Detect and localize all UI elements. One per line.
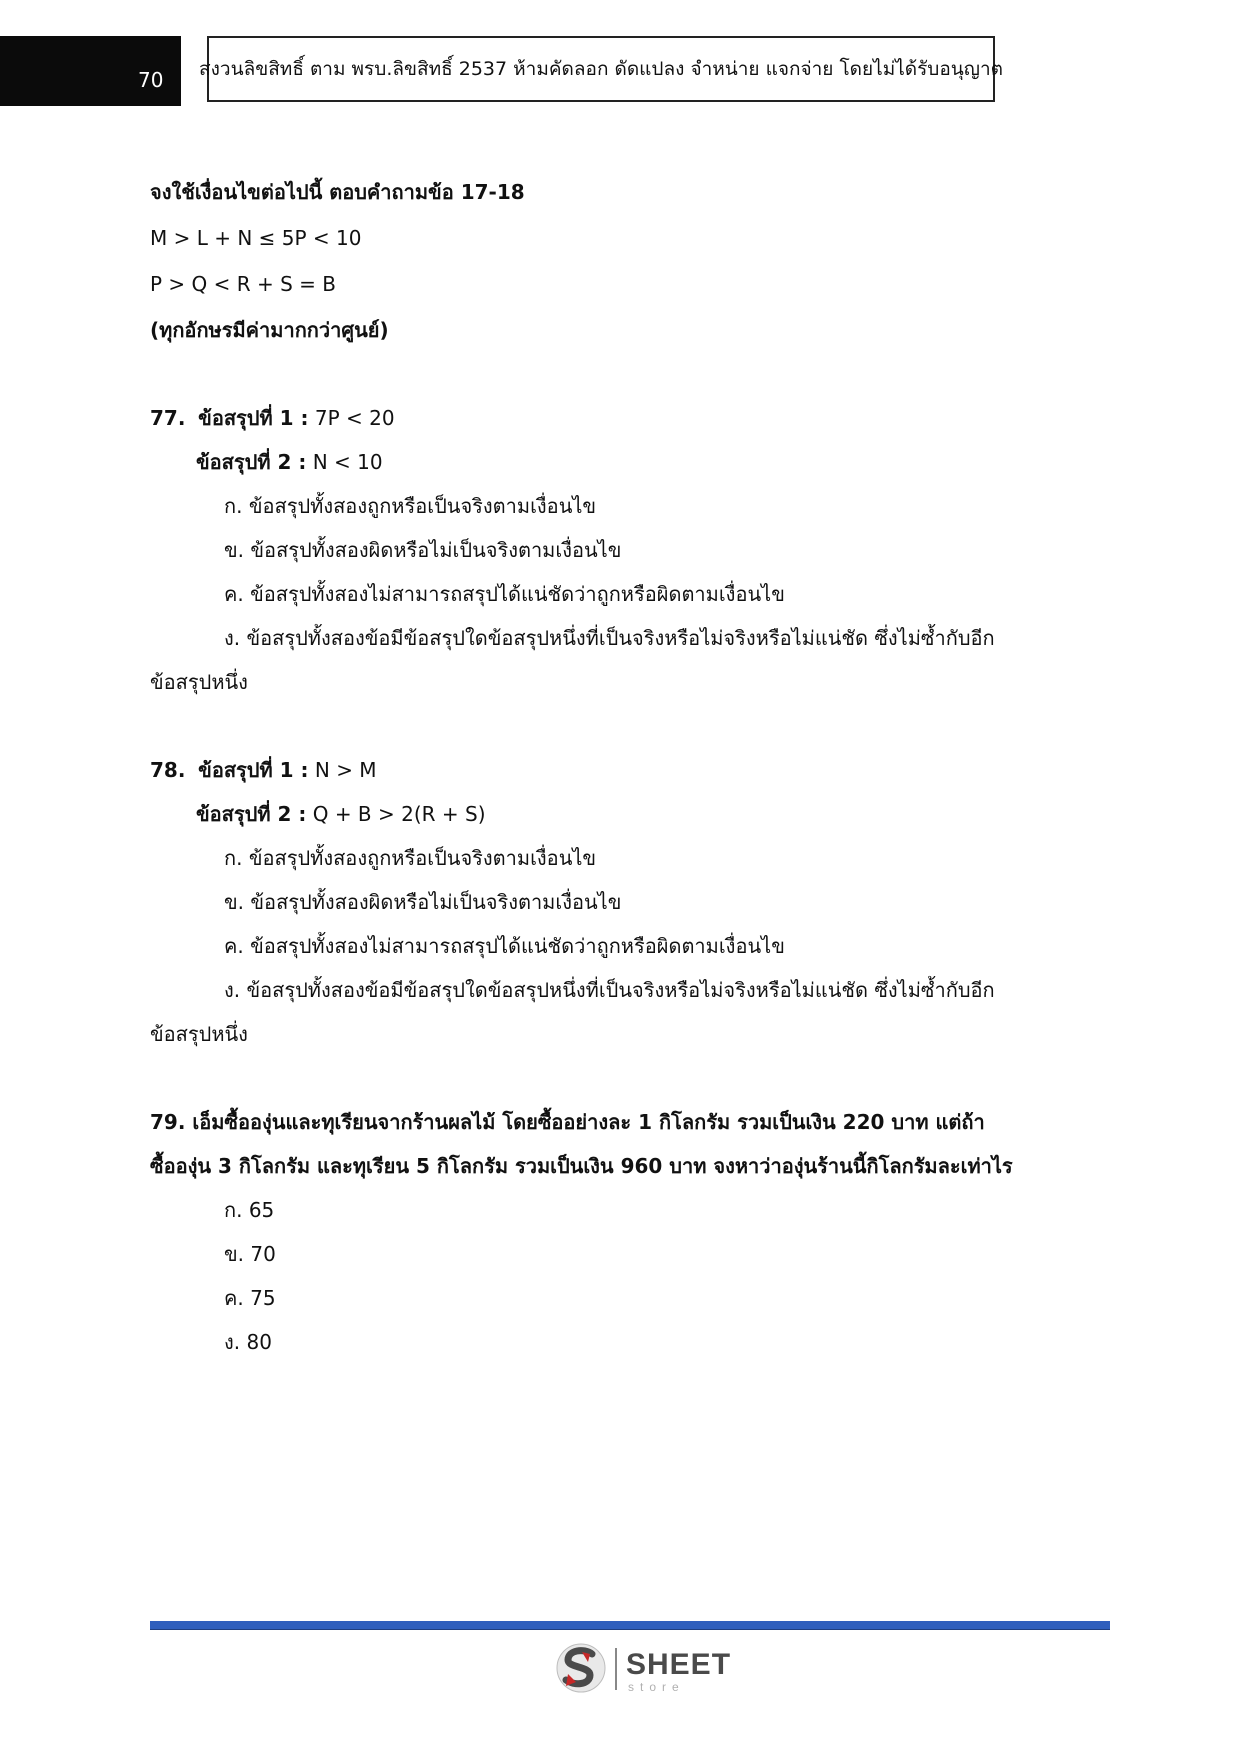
logo-divider: [615, 1648, 617, 1690]
q78-number: 78.: [150, 758, 186, 782]
logo-text: SHEET: [626, 1648, 732, 1681]
condition-line-1: M > L + N ≤ 5P < 10: [150, 226, 362, 250]
q77-number: 77.: [150, 406, 186, 430]
q78-option-d-cont: ข้อสรุปหนึ่ง: [150, 1022, 248, 1046]
q77-c2-label: ข้อสรุปที่ 2 :: [196, 450, 307, 474]
q78-option-d: ง. ข้อสรุปทั้งสองข้อมีข้อสรุปใดข้อสรุปหนึ่งที่เป็นจริงหรือไม่จริงหรือไม่แน่ชัด ซึ่งไม่ซ้ำกับอีก: [224, 978, 995, 1002]
copyright-text: สงวนลิขสิทธิ์ ตาม พรบ.ลิขสิทธิ์ 2537 ห้ามคัดลอก ดัดแปลง จำหน่าย แจกจ่าย โดยไม่ได้รับอนุญาต: [199, 58, 1003, 80]
copyright-header: [199, 36, 1003, 102]
q78-conclusion-1: [150, 756, 377, 784]
sheet-store-logo-icon: [556, 1640, 606, 1696]
q77-c1-label: ข้อสรุปที่ 1 :: [198, 406, 309, 430]
q78-c2-expr: Q + B > 2(R + S): [312, 802, 486, 826]
footer-rule: [150, 1621, 1110, 1630]
q78-c1-label: ข้อสรุปที่ 1 :: [198, 758, 309, 782]
q77-option-b: ข. ข้อสรุปทั้งสองผิดหรือไม่เป็นจริงตามเงื่อนไข: [224, 538, 622, 562]
q77-conclusion-2: [196, 448, 383, 476]
q78-option-b: ข. ข้อสรุปทั้งสองผิดหรือไม่เป็นจริงตามเงื่อนไข: [224, 890, 622, 914]
q79-option-d: ง. 80: [224, 1330, 272, 1354]
q77-conclusion-1: [150, 404, 395, 432]
q78-c2-label: ข้อสรุปที่ 2 :: [196, 802, 307, 826]
q77-option-a: ก. ข้อสรุปทั้งสองถูกหรือเป็นจริงตามเงื่อนไข: [224, 494, 597, 518]
q79-option-b: ข. 70: [224, 1242, 276, 1266]
q79-stem-line-2: ซื้อองุ่น 3 กิโลกรัม และทุเรียน 5 กิโลกรัม รวมเป็นเงิน 960 บาท จงหาว่าองุ่นร้านนี้กิโลกรัมละเท่าไร: [150, 1154, 1013, 1178]
q79-option-a: ก. 65: [224, 1198, 275, 1222]
q79-option-c: ค. 75: [224, 1286, 276, 1310]
q78-option-a: ก. ข้อสรุปทั้งสองถูกหรือเป็นจริงตามเงื่อนไข: [224, 846, 597, 870]
conditions-intro: จงใช้เงื่อนไขต่อไปนี้ ตอบคำถามข้อ 17-18: [150, 180, 525, 204]
q78-conclusion-2: [196, 800, 486, 828]
q78-c1-expr: N > M: [314, 758, 377, 782]
logo-subtext: store: [628, 1680, 685, 1694]
q78-option-c: ค. ข้อสรุปทั้งสองไม่สามารถสรุปได้แน่ชัดว่าถูกหรือผิดตามเงื่อนไข: [224, 934, 785, 958]
conditions-note: (ทุกอักษรมีค่ามากกว่าศูนย์): [150, 318, 389, 342]
q77-option-d-cont: ข้อสรุปหนึ่ง: [150, 670, 248, 694]
q77-c1-expr: 7P < 20: [314, 406, 395, 430]
q77-option-c: ค. ข้อสรุปทั้งสองไม่สามารถสรุปได้แน่ชัดว่าถูกหรือผิดตามเงื่อนไข: [224, 582, 785, 606]
q79-stem-line-1: 79. เอ็มซื้อองุ่นและทุเรียนจากร้านผลไม้ โดยซื้ออย่างละ 1 กิโลกรัม รวมเป็นเงิน 220 บาท แต่ถ้า: [150, 1110, 985, 1134]
page-number: 70: [138, 68, 164, 92]
q77-option-d: ง. ข้อสรุปทั้งสองข้อมีข้อสรุปใดข้อสรุปหนึ่งที่เป็นจริงหรือไม่จริงหรือไม่แน่ชัด ซึ่งไม่ซ้ำกับอีก: [224, 626, 995, 650]
condition-line-2: P > Q < R + S = B: [150, 272, 337, 296]
q77-c2-expr: N < 10: [312, 450, 383, 474]
